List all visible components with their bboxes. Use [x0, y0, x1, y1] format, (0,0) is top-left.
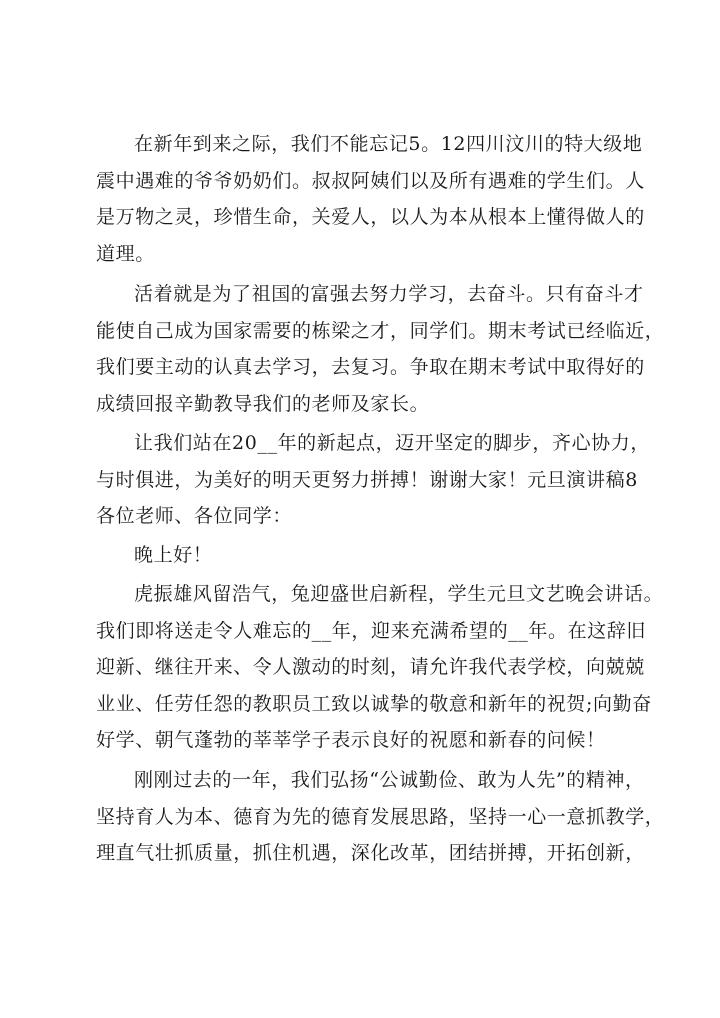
text-line: 理直气壮抓质量，抓住机遇，深化改革，团结拼搏，开拓创新， — [96, 842, 645, 864]
text-line: 能使自己成为国家需要的栋梁之才，同学们。期末考试已经临近， — [96, 319, 665, 342]
text-line: 我们要主动的认真去学习，去复习。争取在期末考试中取得好的 — [96, 356, 645, 378]
text-line: 让我们站在20__年的新起点，迈开坚定的脚步，齐心协力， — [134, 432, 650, 454]
text-line: 晚上好！ — [134, 544, 213, 566]
text-line: 坚持育人为本、德育为先的德育发展思路，坚持一心一意抓教学， — [96, 805, 665, 828]
text-line: 各位老师、各位同学： — [96, 505, 293, 527]
text-line: 刚刚过去的一年，我们弘扬“公诚勤俭、敢为人先”的精神， — [134, 769, 645, 791]
text-line: 业业、任劳任怨的教职员工致以诚挚的敬意和新年的祝贺;向勤奋 — [96, 692, 652, 715]
text-line: 道理。 — [96, 242, 155, 265]
text-line: 迎新、继往开来、令人激动的时刻，请允许我代表学校，向兢兢 — [96, 656, 645, 678]
text-line: 我们即将送走令人难忘的__年，迎来充满希望的__年。在这辞旧 — [96, 619, 647, 642]
text-line: 好学、朝气蓬勃的莘莘学子表示良好的祝愿和新春的问候！ — [96, 729, 606, 751]
text-line: 是万物之灵，珍惜生命，关爱人，以人为本从根本上懂得做人的 — [96, 206, 645, 228]
text-line: 活着就是为了祖国的富强去努力学习，去奋斗。只有奋斗才 — [134, 283, 644, 305]
text-line: 虎振雄风留浩气，兔迎盛世启新程，学生元旦文艺晚会讲话。 — [134, 583, 664, 605]
text-line: 在新年到来之际，我们不能忘记5。12四川汶川的特大级地 — [134, 133, 643, 155]
text-line: 成绩回报辛勤教导我们的老师及家长。 — [96, 392, 430, 415]
text-line: 震中遇难的爷爷奶奶们。叔叔阿姨们以及所有遇难的学生们。人 — [96, 169, 645, 192]
text-line: 与时俱进，为美好的明天更努力拼搏！谢谢大家！元旦演讲稿8 — [96, 468, 638, 491]
